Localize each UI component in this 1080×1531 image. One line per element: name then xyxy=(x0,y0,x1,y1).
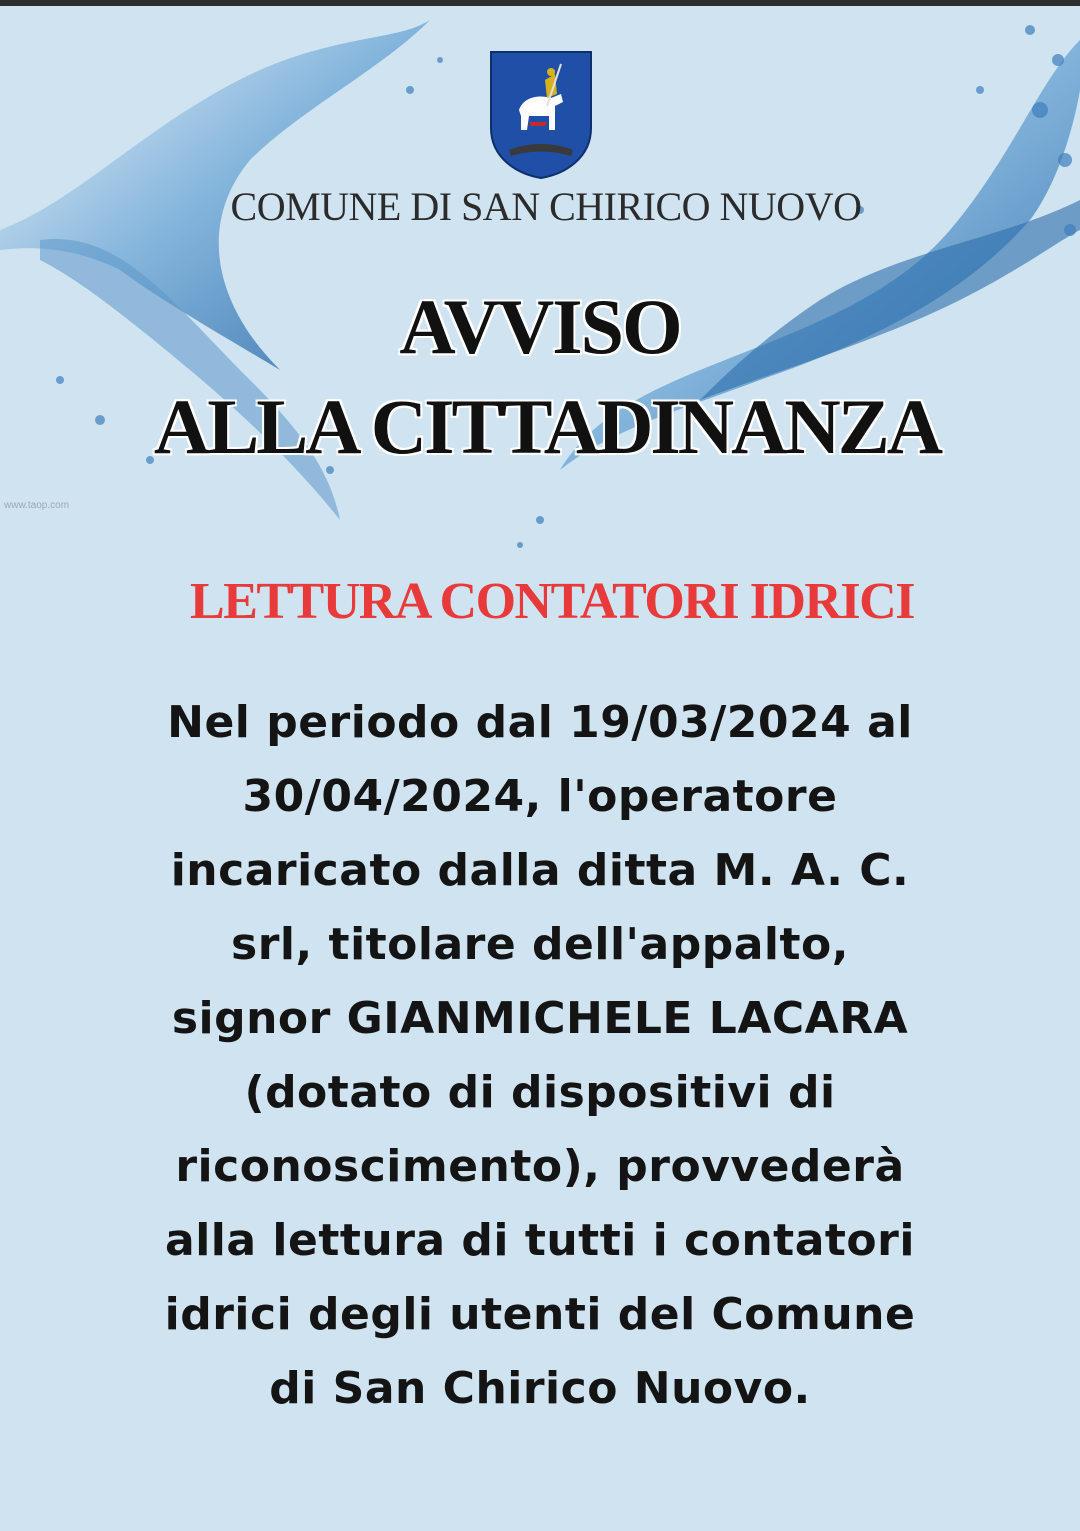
crest-icon xyxy=(489,50,593,180)
watermark-text: www.taop.com xyxy=(4,500,70,511)
body-line: alla lettura di tutti i contatori xyxy=(165,1215,915,1266)
notice-body xyxy=(120,686,960,1426)
body-line: di San Chirico Nuovo. xyxy=(269,1363,811,1414)
body-line: srl, titolare dell'appalto, xyxy=(231,919,849,970)
body-line: signor GIANMICHELE LACARA xyxy=(171,993,909,1044)
headline-line-2: ALLA CITTADINANZA xyxy=(153,383,941,470)
body-line: (dotato di dispositivi di xyxy=(244,1067,836,1118)
body-line: riconoscimento), provvederà xyxy=(175,1141,905,1192)
body-line: 30/04/2024, l'operatore xyxy=(242,771,838,822)
headline-line-1: AVVISO xyxy=(399,283,681,370)
body-line: Nel periodo dal 19/03/2024 al xyxy=(167,697,913,748)
notice-subtitle: LETTURA CONTATORI IDRICI xyxy=(190,573,914,630)
municipality-name: COMUNE DI SAN CHIRICO NUOVO xyxy=(230,184,862,229)
body-line: idrici degli utenti del Comune xyxy=(164,1289,916,1340)
body-line: incaricato dalla ditta M. A. C. xyxy=(170,845,910,896)
